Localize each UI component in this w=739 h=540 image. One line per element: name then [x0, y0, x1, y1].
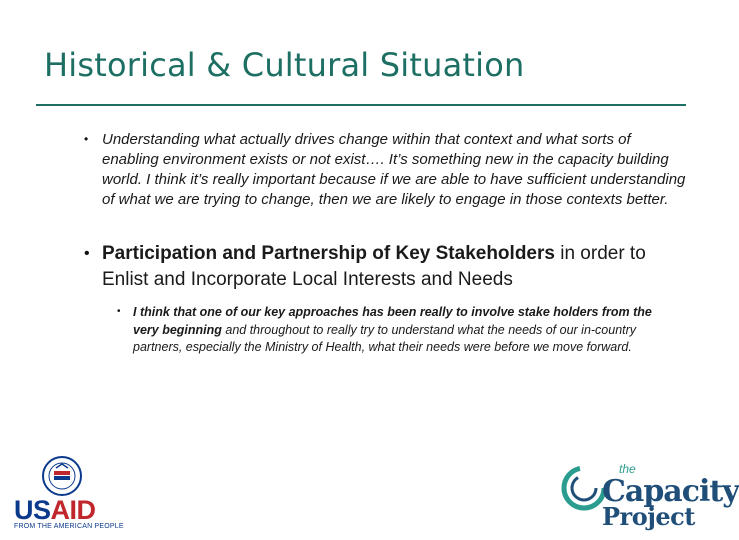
- bullet-2-bold: Participation and Partnership of Key Stakeholders: [102, 243, 555, 264]
- usaid-us: US: [14, 495, 51, 525]
- bullet-dot-icon: •: [84, 132, 89, 146]
- sub-bullet-rest: and throughout to really try to understand what the needs of our in-country partners, especially the Ministry of Health, what their needs were before we move forward.: [133, 322, 637, 354]
- sub-bullet-dot-icon: •: [117, 306, 121, 317]
- sub-bullet-bold: I think that one of our key approaches has been really to involve stake holders from the very beginning: [133, 305, 652, 337]
- usaid-aid: AID: [50, 495, 96, 525]
- bullet-1-text: Understanding what actually drives change within that context and what sorts of enabling environment exists or not exist…. It’s something new in the capacity building world. I think it’s really important because if we are able to have sufficient understanding of what we are trying to change, then we are likely to engage in those contexts better.: [102, 131, 686, 208]
- capacity-line2: Project: [602, 502, 695, 531]
- usaid-tagline: FROM THE AMERICAN PEOPLE: [14, 523, 124, 530]
- slide-title: Historical & Cultural Situation: [44, 46, 525, 84]
- usaid-wordmark: [14, 495, 96, 526]
- sub-bullet: [133, 304, 681, 357]
- bullet-dot-icon: •: [84, 245, 90, 262]
- bullet-2-rest: in order to Enlist and Incorporate Local Interests and Needs: [102, 243, 646, 290]
- title-divider: [36, 104, 686, 106]
- capacity-the: the: [619, 462, 636, 476]
- bullet-2: [102, 241, 697, 293]
- capacity-line1: Capacity: [602, 474, 739, 509]
